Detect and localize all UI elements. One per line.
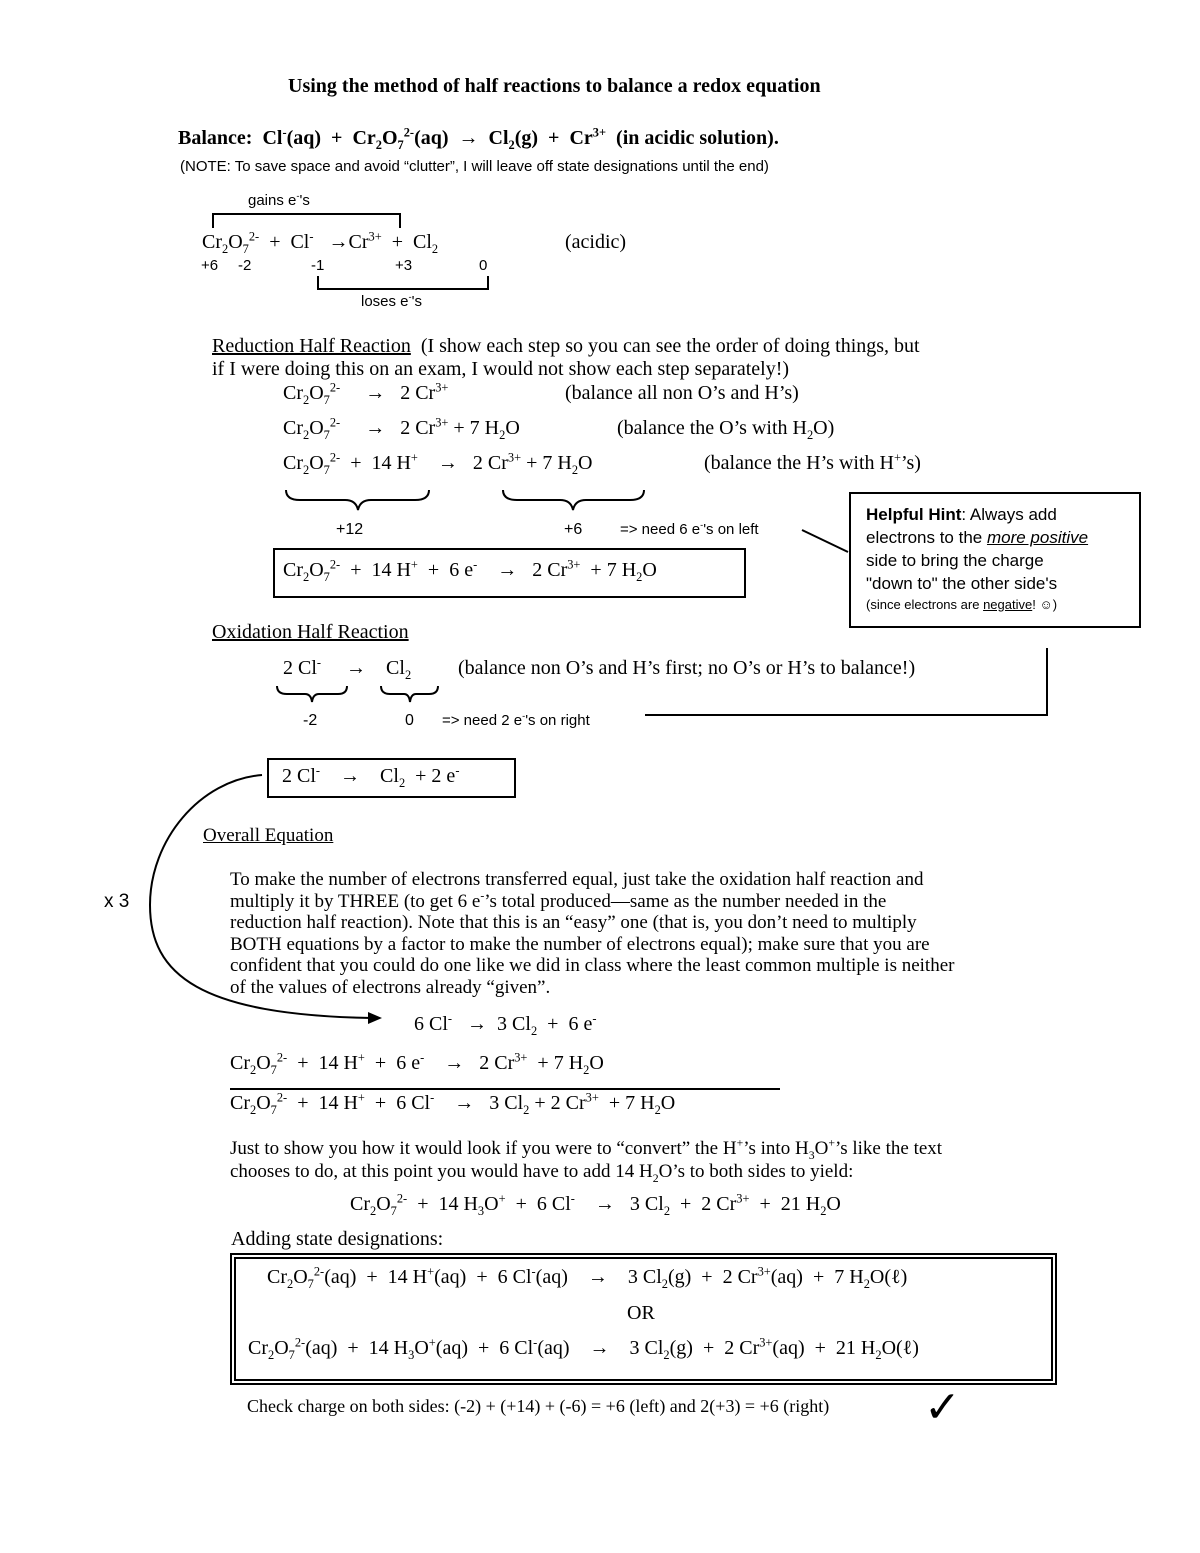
state-heading: Adding state designations: xyxy=(231,1228,444,1250)
reduction-charge-left: +12 xyxy=(336,521,364,538)
ox-state-o: -2 xyxy=(238,257,252,274)
acidic-label: (acidic) xyxy=(565,231,627,253)
oxidation-need-electrons: => need 2 e-'s on right xyxy=(442,711,590,729)
gains-electrons-label: gains e-'s xyxy=(248,191,310,209)
multiply-by-three-label: x 3 xyxy=(104,891,130,912)
multiply-arrowhead xyxy=(368,1012,382,1024)
overall-paragraph: To make the number of electrons transferred equal, just take the oxidation half reaction and multiply it by THREE (to get 6 e-’s total produced—same as the number needed in the reduction half reaction). Note that this is an “easy” one (that is, you don’t need to multiply BOTH equations by a factor to make the number of electrons equal); make sure that you are confident that you could do one like we did in class where the least common multiple is neither of the values of electrons already “given”. xyxy=(230,869,955,998)
oxidation-step-1: 2 Cl- → $Cl_2$ xyxy=(283,655,412,682)
or-label: OR xyxy=(627,1302,655,1324)
final-equation-h3o: $Cr_2O_7^{2-}(aq) + 14$ $H_3O^+(aq) + 6$ Cl-(aq) → 3 $Cl_2(g) + 2$ $Cr^{3+}(aq) + 21$ $H_2O(\ell)$ xyxy=(248,1335,919,1362)
note-text: (NOTE: To save space and avoid “clutter”, I will leave off state designations until the end) xyxy=(180,158,769,175)
oxidation-state-equation: $Cr_2O_7^{2-} + Cl^-$ $\to Cr^{3+} + Cl_2$ xyxy=(202,229,439,256)
hint-line-2: electrons to the more positive xyxy=(866,528,1089,547)
loses-bracket xyxy=(318,276,488,289)
hint-connector-line xyxy=(645,648,1047,715)
reduction-step-2-note: (balance the O’s with $H_2O$) xyxy=(617,417,835,442)
gains-bracket xyxy=(213,214,400,228)
reduction-step-3-note: (balance the H’s with H+’s) xyxy=(704,450,921,474)
reduction-repeat: $Cr_2O_7^{2-} + 14$ H+ + 6 e- → 2 $Cr^{3+} + 7$ $H_2O$ xyxy=(230,1050,604,1077)
reduction-heading: Reduction Half Reaction xyxy=(212,335,411,357)
hint-line-3: side to bring the charge xyxy=(866,551,1044,570)
reduction-right-brace xyxy=(503,490,644,510)
loses-electrons-label: loses e-'s xyxy=(361,292,423,310)
reduction-step-2: $Cr_2O_7^{2-}$ → 2 $Cr^{3+} + 7$ $H_2O$ xyxy=(283,415,520,442)
oxidation-heading: Oxidation Half Reaction xyxy=(212,621,409,643)
hint-title: Helpful Hint xyxy=(866,505,962,524)
balance-label: Balance: xyxy=(178,127,253,149)
ox-state-cr3: +3 xyxy=(395,257,413,274)
hint-pointer-line xyxy=(802,530,848,552)
oxidation-result-equation: 2 Cl- → $Cl_2 + 2$ e- xyxy=(282,763,460,790)
reduction-left-brace xyxy=(286,490,429,510)
ox-state-cl2: 0 xyxy=(479,257,488,274)
reduction-result-equation: $Cr_2O_7^{2-} + 14$ H+ + 6 e- → 2 $Cr^{3+} + 7$ $H_2O$ xyxy=(283,557,657,584)
charge-check: Check charge on both sides: (-2) + (+14) + (-6) = +6 (left) and 2(+3) = +6 (right) xyxy=(247,1396,830,1416)
reduction-step-3: $Cr_2O_7^{2-} + 14$ H+ → 2 $Cr^{3+} + 7$ $H_2O$ xyxy=(283,450,593,477)
reduction-step-1: $Cr_2O_7^{2-}$ → 2 $Cr^{3+}$ xyxy=(283,380,449,407)
hint-line-4: "down to" the other side's xyxy=(866,574,1058,593)
reduction-intro-line2: if I were doing this on an exam, I would not show each step separately!) xyxy=(212,358,790,380)
hydronium-equation: $Cr_2O_7^{2-} + 14$ $H_3O^+ + 6$ Cl- → 3 $Cl_2 + 2$ $Cr^{3+} + 21$ $H_2O$ xyxy=(350,1191,841,1218)
oxidation-right-brace xyxy=(381,686,438,702)
hydronium-line-1: Just to show you how it would look if you were to “convert” the H+’s into $H_3O^+’s$ like the text xyxy=(230,1136,943,1162)
oxidation-step-1-note: (balance non O’s and H’s first; no O’s or H’s to balance!) xyxy=(458,657,916,679)
oxidation-charge-right: 0 xyxy=(405,712,414,729)
multiply-curve-arrow xyxy=(150,775,372,1018)
reduction-heading-line: Reduction Half Reaction (I show each step so you can see the order of doing things, but xyxy=(212,335,920,357)
oxidation-charge-left: -2 xyxy=(303,712,318,729)
overall-heading: Overall Equation xyxy=(203,825,334,846)
ox-state-cr: +6 xyxy=(201,257,219,274)
hint-line-5: (since electrons are negative! ☺) xyxy=(866,597,1058,612)
oxidation-times-three: 6 Cl- → 3 $Cl_2 + 6$ e- xyxy=(414,1011,597,1038)
page-title: Using the method of half reactions to balance a redox equation xyxy=(288,75,821,97)
balance-equation: Balance: $Cl^-(aq) + Cr_2O_7^{2-}(aq) \to Cl_2(g) + Cr^{3+}$ (in acidic solution). xyxy=(178,125,779,152)
hint-line-1: Helpful Hint: Always add xyxy=(866,505,1057,524)
reduction-charge-right: +6 xyxy=(564,521,583,538)
final-equation-h: $Cr_2O_7^{2-}(aq) + 14$ H+(aq) + 6 Cl-(aq) → 3 $Cl_2(g) + 2$ $Cr^{3+}(aq) + 7$ $H_2O(\ell)$ xyxy=(267,1264,908,1291)
hydronium-line-2: chooses to do, at this point you would have to add 14 $H_2O’s$ to both sides to yield: xyxy=(230,1161,854,1185)
oxidation-left-brace xyxy=(277,686,347,702)
checkmark-icon: ✓ xyxy=(924,1383,961,1432)
reduction-step-1-note: (balance all non O’s and H’s) xyxy=(565,382,799,404)
reduction-need-electrons: => need 6 e-'s on left xyxy=(620,520,759,538)
ox-state-cl: -1 xyxy=(311,257,325,274)
overall-sum-equation: $Cr_2O_7^{2-} + 14$ H+ + 6 Cl- → 3 $Cl_2 + 2$ $Cr^{3+} + 7$ $H_2O$ xyxy=(230,1090,676,1117)
